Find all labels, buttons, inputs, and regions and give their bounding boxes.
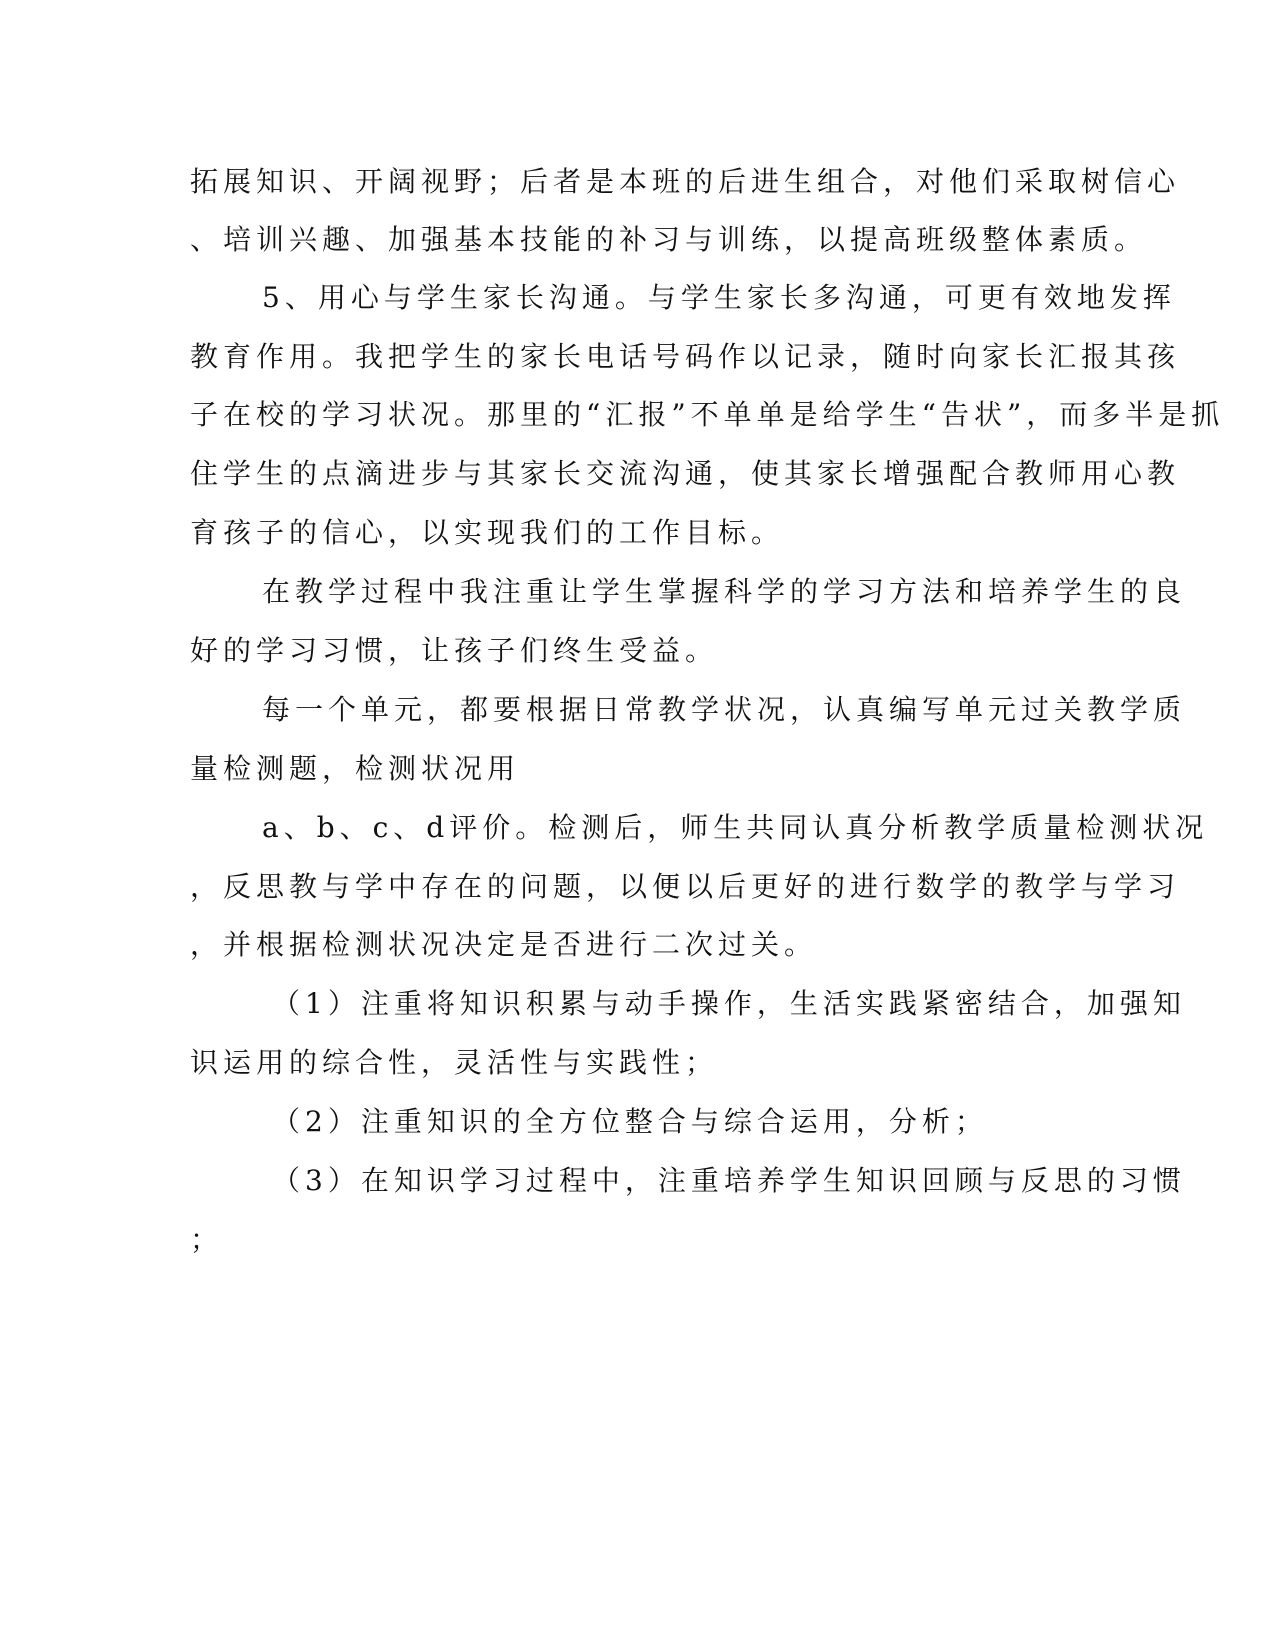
text-line: 教育作用。我把学生的家长电话号码作以记录，随时向家长汇报其孩 <box>190 340 1181 373</box>
text-line: ，并根据检测状况决定是否进行二次过关。 <box>190 928 818 961</box>
text-line: ，反思教与学中存在的问题，以便以后更好的进行数学的教学与学习 <box>190 870 1181 903</box>
text-line: ； <box>190 1223 224 1256</box>
paragraph-start-line: 每一个单元，都要根据日常教学状况，认真编写单元过关教学质 <box>262 693 1187 726</box>
text-line: 拓展知识、开阔视野；后者是本班的后进生组合，对他们采取树信心 <box>190 165 1181 198</box>
paragraph-start-line: 在教学过程中我注重让学生掌握科学的学习方法和培养学生的良 <box>262 575 1187 608</box>
text-line: 子在校的学习状况。那里的“汇报”不单单是给学生“告状”，而多半是抓 <box>190 398 1225 431</box>
paragraph-start-line: （2）注重知识的全方位整合与综合运用，分析； <box>272 1105 988 1138</box>
paragraph-start-line: （3）在知识学习过程中，注重培养学生知识回顾与反思的习惯 <box>272 1164 1186 1197</box>
paragraph-start-line: （1）注重将知识积累与动手操作，生活实践紧密结合，加强知 <box>272 987 1186 1020</box>
paragraph-start-line: 5、用心与学生家长沟通。与学生家长多沟通，可更有效地发挥 <box>262 281 1176 314</box>
text-line: 育孩子的信心，以实现我们的工作目标。 <box>190 516 785 549</box>
text-line: 识运用的综合性，灵活性与实践性； <box>190 1046 719 1079</box>
text-line: 住学生的点滴进步与其家长交流沟通，使其家长增强配合教师用心教 <box>190 457 1181 490</box>
text-line: 量检测题，检测状况用 <box>190 752 521 785</box>
text-line: 好的学习习惯，让孩子们终生受益。 <box>190 634 719 667</box>
text-line: 、培训兴趣、加强基本技能的补习与训练，以提高班级整体素质。 <box>190 223 1148 256</box>
paragraph-start-line: a、b、c、d评价。检测后，师生共同认真分析教学质量检测状况 <box>262 811 1209 844</box>
